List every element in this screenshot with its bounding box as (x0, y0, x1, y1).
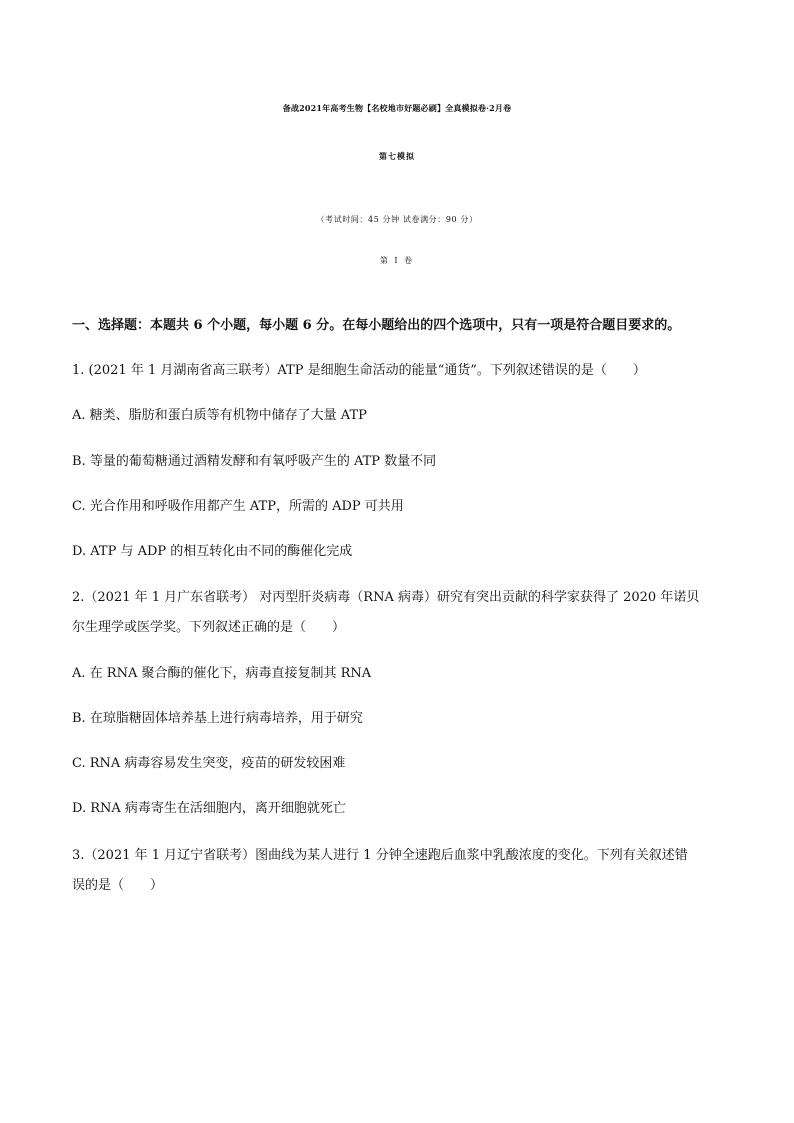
exam-info: （考试时间：45 分钟 试卷满分：90 分） (316, 215, 478, 224)
question-1-option-c: C. 光合作用和呼吸作用都产生 ATP，所需的 ADP 可共用 (72, 499, 404, 514)
question-1-option-d: D. ATP 与 ADP 的相互转化由不同的酶催化完成 (72, 544, 353, 559)
question-1-option-a: A. 糖类、脂肪和蛋白质等有机物中储存了大量 ATP (72, 408, 367, 423)
question-1-option-b: B. 等量的葡萄糖通过酒精发酵和有氧呼吸产生的 ATP 数量不同 (72, 454, 437, 469)
main-title: 第七模拟 (379, 151, 415, 161)
question-3-stem-line-1: 3.（2021 年 1 月辽宁省联考）图曲线为某人进行 1 分钟全速跑后血浆中乳酸浓度的变化。下列有关叙述错 (72, 848, 688, 863)
question-2-option-b: B. 在琼脂糖固体培养基上进行病毒培养，用于研究 (72, 711, 363, 726)
question-2-option-c: C. RNA 病毒容易发生突变，疫苗的研发较困难 (72, 756, 346, 771)
question-2-option-a: A. 在 RNA 聚合酶的催化下，病毒直接复制其 RNA (72, 666, 372, 681)
question-3-stem-line-2: 误的是（ ） (72, 878, 164, 893)
question-2-stem-line-2: 尔生理学或医学奖。下列叙述正确的是（ ） (72, 620, 346, 635)
header-title: 备战2021年高考生物【名校地市好题必刷】全真模拟卷·2月卷 (282, 103, 512, 113)
section-instruction: 一、选择题：本题共 6 个小题，每小题 6 分。在每小题给出的四个选项中，只有一项是符合题目要求的。 (72, 318, 681, 333)
question-1-stem: 1. (2021 年 1 月湖南省高三联考）ATP 是细胞生命活动的能量“通货”。下列叙述错误的是（ ） (72, 363, 646, 378)
volume-title: 第 I 卷 (379, 256, 415, 265)
question-2-option-d: D. RNA 病毒寄生在活细胞内，离开细胞就死亡 (72, 801, 346, 816)
question-2-stem-line-1: 2.（2021 年 1 月广东省联考） 对丙型肝炎病毒（RNA 病毒）研究有突出贡献的科学家获得了 2020 年诺贝 (72, 590, 700, 605)
